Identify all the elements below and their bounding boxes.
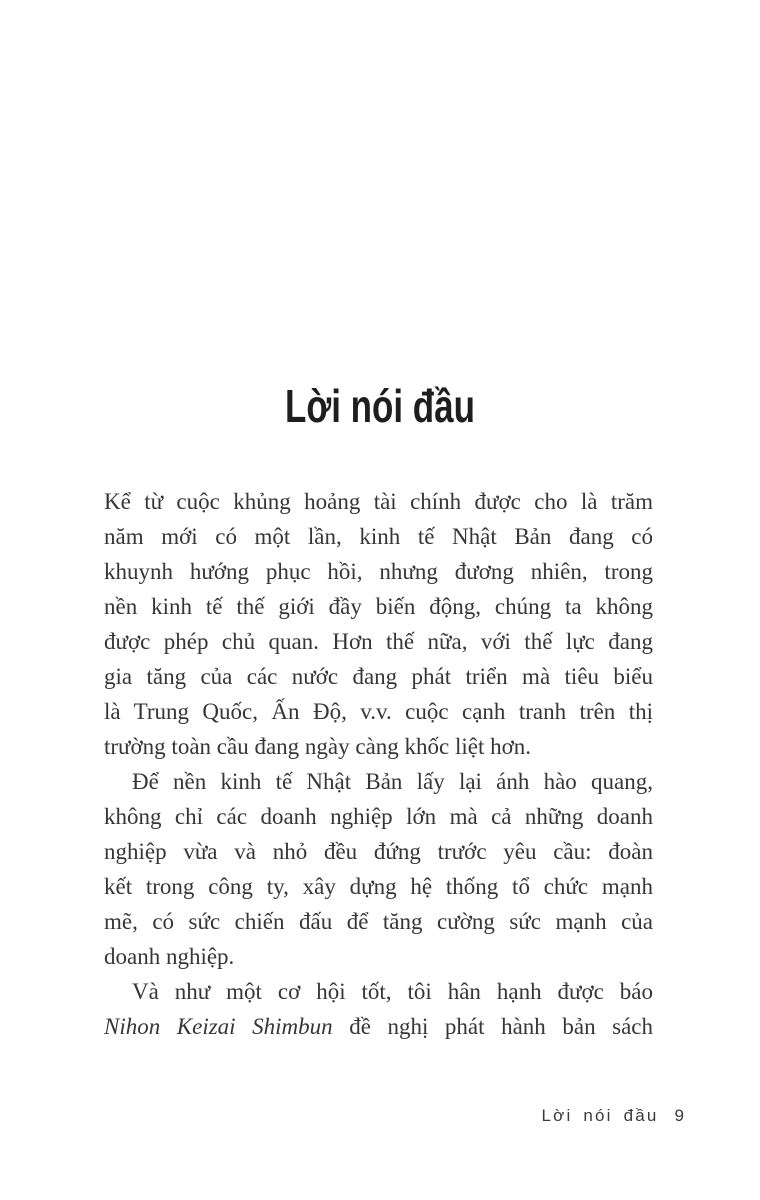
text-line: khuynh hướng phục hồi, nhưng đương nhiên, trong	[104, 559, 653, 584]
text-line: Kể từ cuộc khủng hoảng tài chính được cho là trăm	[104, 489, 653, 514]
text-line: năm mới có một lần, kinh tế Nhật Bản đang có	[104, 524, 653, 549]
text-line	[104, 1009, 653, 1044]
text-line: Và như một cơ hội tốt, tôi hân hạnh được báo	[132, 979, 653, 1004]
text-line: kết trong công ty, xây dựng hệ thống tổ chức mạnh	[104, 874, 653, 899]
page-footer	[541, 1106, 684, 1126]
text-line: doanh nghiệp.	[104, 944, 235, 969]
text-line: gia tăng của các nước đang phát triển mà tiêu biểu	[104, 664, 653, 689]
text-line: nghiệp vừa và nhỏ đều đứng trước yêu cầu: đoàn	[104, 839, 653, 864]
text-line: Để nền kinh tế Nhật Bản lấy lại ánh hào quang,	[132, 769, 653, 794]
body-text	[104, 484, 653, 1044]
text-line: mẽ, có sức chiến đấu để tăng cường sức mạnh của	[104, 909, 653, 934]
paragraph	[104, 764, 653, 974]
text-line: trường toàn cầu đang ngày càng khốc liệt hơn.	[104, 734, 532, 759]
text-line-remainder: đề nghị phát hành bản sách	[332, 1014, 653, 1039]
footer-section-label: Lời nói đầu	[541, 1106, 659, 1125]
text-line: nền kinh tế thế giới đầy biến động, chúng ta không	[104, 594, 653, 619]
chapter-title: Lời nói đầu	[285, 379, 475, 432]
footer-page-number: 9	[674, 1106, 684, 1125]
paragraph	[104, 484, 653, 764]
paragraph	[104, 974, 653, 1044]
italic-book-title: Nihon Keizai Shimbun	[104, 1014, 333, 1039]
text-line: không chỉ các doanh nghiệp lớn mà cả những doanh	[104, 804, 653, 829]
text-line: là Trung Quốc, Ấn Độ, v.v. cuộc cạnh tranh trên thị	[104, 699, 653, 724]
text-line: được phép chủ quan. Hơn thế nữa, với thế lực đang	[104, 629, 653, 654]
